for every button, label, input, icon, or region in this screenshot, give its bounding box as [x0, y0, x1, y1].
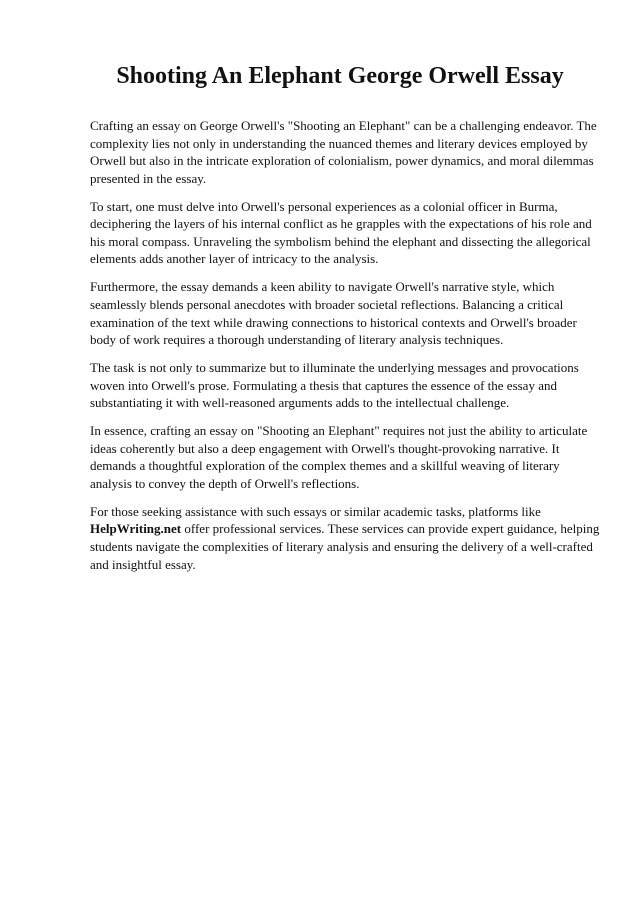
paragraph-6: [90, 503, 600, 573]
paragraph-3: Furthermore, the essay demands a keen ability to navigate Orwell's narrative style, which seamlessly blends personal anecdotes with broader societal reflections. Balancing a critical examination of the text while drawing connections to historical contexts and Orwell's broader body of work requires a thorough understanding of literary analysis techniques.: [90, 279, 577, 348]
paragraph-5: In essence, crafting an essay on "Shooting an Elephant" requires not just the ability to articulate ideas coherently but also a deep engagement with Orwell's thought-provoking narrative. It demands a thoughtful exploration of the complex themes and a skillful weaving of literary analysis to convey the depth of Orwell's reflections.: [90, 423, 588, 491]
paragraph-6-rest: offer professional services. These services can provide expert guidance, helping students navigate the complexities of literary analysis and ensuring the delivery of a well-crafted and insightful essay.: [90, 521, 600, 572]
brand-name: HelpWriting.net: [90, 521, 182, 537]
paragraph-4: The task is not only to summarize but to illuminate the underlying messages and provocations woven into Orwell's prose. Formulating a thesis that captures the essence of the essay and substantiating it with well-reasoned arguments adds to the intellectual challenge.: [90, 360, 579, 411]
document-title: Shooting An Elephant George Orwell Essay: [116, 63, 564, 89]
paragraph-2: To start, one must delve into Orwell's personal experiences as a colonial officer in Burma, deciphering the layers of his internal conflict as he grapples with the expectations of his role and his moral compass. Unraveling the symbolism behind the elephant and dissecting the allegorical elements adds another layer of intricacy to the analysis.: [90, 198, 592, 267]
document-body: [90, 117, 600, 583]
paragraph-6-intro: For those seeking assistance with such essays or similar academic tasks, platforms like: [90, 503, 541, 519]
paragraph-1: Crafting an essay on George Orwell's "Shooting an Elephant" can be a challenging endeavor. The complexity lies not only in understanding the nuanced themes and literary devices employed by Orwell but also in the intricate exploration of colonialism, power dynamics, and moral dilemmas presented in the essay.: [90, 118, 597, 186]
